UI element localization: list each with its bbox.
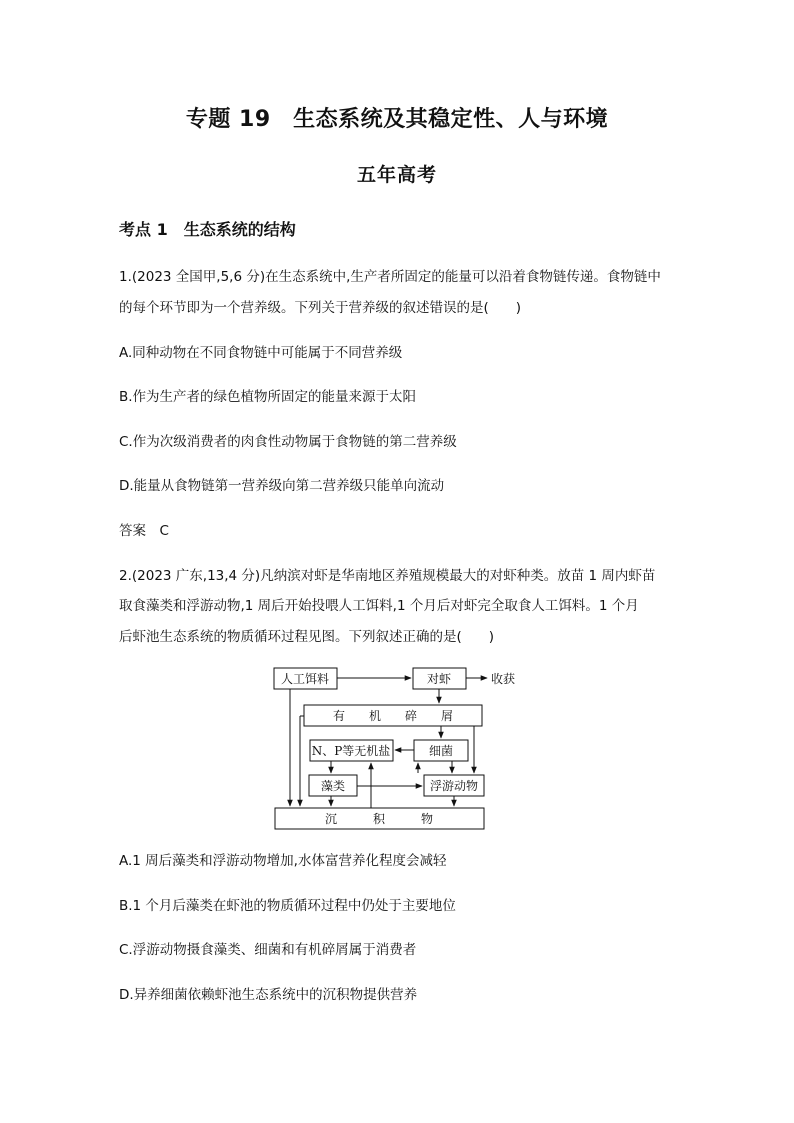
- q2-option-b: B.1 个月后藻类在虾池的物质循环过程中仍处于主要地位: [119, 898, 456, 914]
- label-bacteria: 细菌: [428, 744, 454, 758]
- q1-option-a: A.同种动物在不同食物链中可能属于不同营养级: [119, 345, 403, 361]
- q1-option-c: C.作为次级消费者的肉食性动物属于食物链的第二营养级: [119, 434, 457, 450]
- q2-stem-line1: 2.(2023 广东,13,4 分)凡纳滨对虾是华南地区养殖规模最大的对虾种类。放苗 1 周内虾苗: [119, 568, 656, 584]
- q2-option-a: A.1 周后藻类和浮游动物增加,水体富营养化程度会减轻: [119, 853, 447, 869]
- q1-answer: 答案 C: [119, 523, 169, 539]
- label-algae: 藻类: [320, 779, 346, 793]
- q2-option-d: D.异养细菌依赖虾池生态系统中的沉积物提供营养: [119, 987, 418, 1003]
- section-heading: 考点 1 生态系统的结构: [119, 220, 296, 239]
- page-title: 专题 19 生态系统及其稳定性、人与环境: [185, 107, 609, 132]
- page-subtitle: 五年高考: [356, 164, 437, 186]
- q1-option-b: B.作为生产者的绿色植物所固定的能量来源于太阳: [119, 389, 417, 405]
- q1-stem-line1: 1.(2023 全国甲,5,6 分)在生态系统中,生产者所固定的能量可以沿着食物链传递。食物链中: [119, 269, 661, 285]
- q1-option-d: D.能量从食物链第一营养级向第二营养级只能单向流动: [119, 478, 445, 494]
- label-detritus: 有 机 碎 屑: [332, 709, 454, 723]
- label-harvest: 收获: [491, 672, 516, 686]
- q2-option-c: C.浮游动物摄食藻类、细菌和有机碎屑属于消费者: [119, 942, 417, 958]
- label-salts: N、P等无机盐: [311, 744, 391, 758]
- label-sediment: 沉 积 物: [324, 812, 434, 826]
- q2-stem-line3: 后虾池生态系统的物质循环过程见图。下列叙述正确的是( ): [119, 629, 495, 645]
- q1-stem-line2: 的每个环节即为一个营养级。下列关于营养级的叙述错误的是( ): [119, 300, 522, 316]
- q2-stem-line2: 取食藻类和浮游动物,1 周后开始投喂人工饵料,1 个月后对虾完全取食人工饵料。1 个月: [119, 598, 639, 614]
- label-zooplankton: 浮游动物: [429, 779, 479, 793]
- label-shrimp: 对虾: [426, 672, 452, 686]
- label-feed: 人工饵料: [280, 672, 330, 686]
